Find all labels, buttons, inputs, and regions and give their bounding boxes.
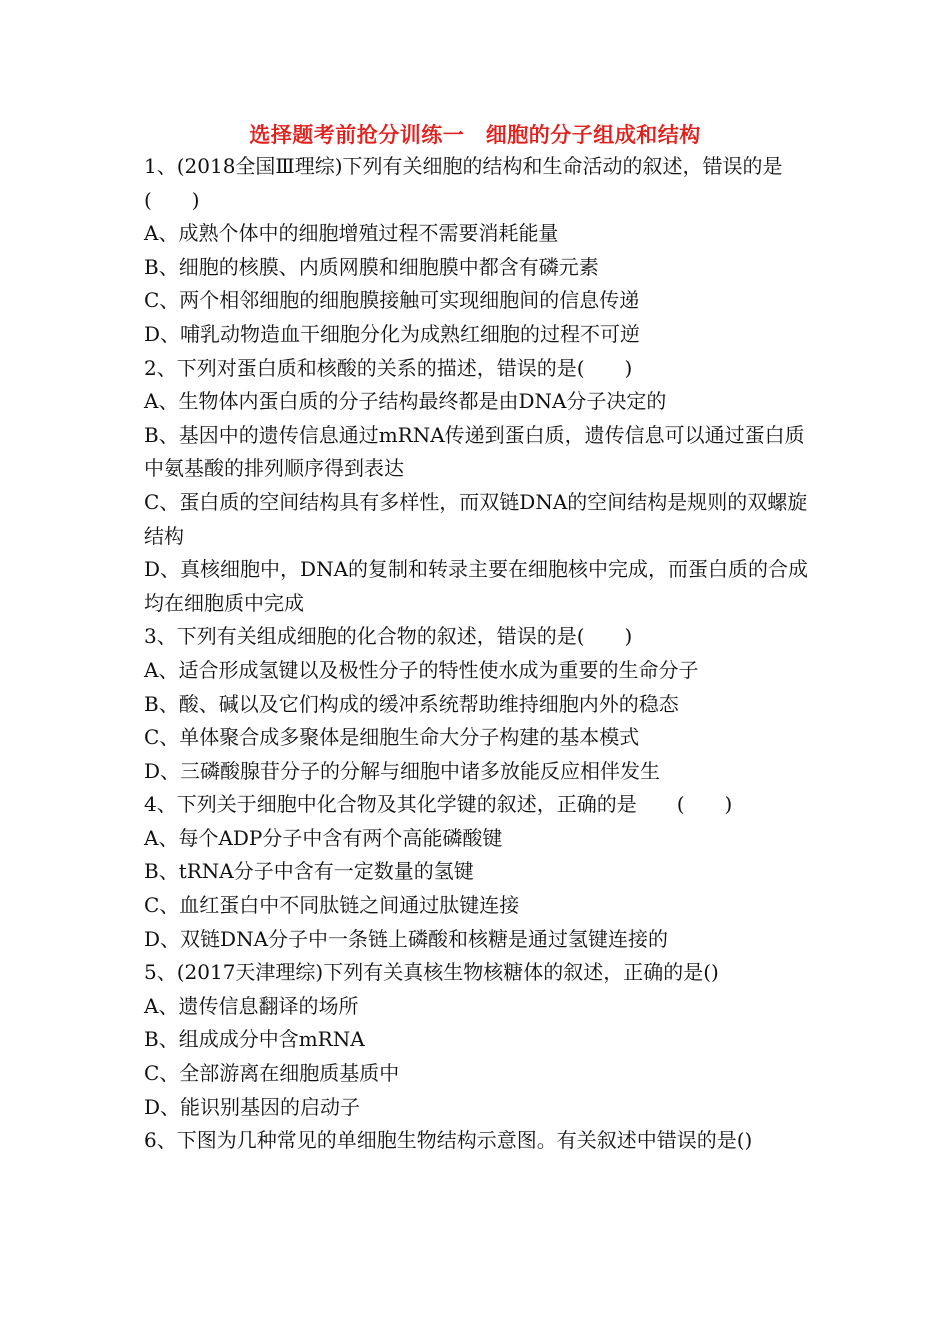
question-3 [144,620,814,788]
option-c: C、全部游离在细胞质基质中 [144,1061,400,1086]
option-c: C、单体聚合成多聚体是细胞生命大分子构建的基本模式 [144,725,640,750]
option-d: D、能识别基因的启动子 [144,1094,361,1119]
option-a: A、适合形成氢键以及极性分子的特性使水成为重要的生命分子 [144,657,699,682]
option-c: C、血红蛋白中不同肽链之间通过肽键连接 [144,893,520,918]
question-stem: 5、(2017天津理综)下列有关真核生物核糖体的叙述，正确的是() [144,960,719,985]
option-a: A、遗传信息翻译的场所 [144,993,359,1018]
option-c: C、两个相邻细胞的细胞膜接触可实现细胞间的信息传递 [144,288,640,313]
question-stem: 4、下列关于细胞中化合物及其化学键的叙述，正确的是 ( ) [144,792,733,817]
question-stem: 1、(2018全国Ⅲ理综)下列有关细胞的结构和生命活动的叙述，错误的是( ) [144,154,783,212]
question-2 [144,352,814,621]
option-c: C、蛋白质的空间结构具有多样性，而双链DNA的空间结构是规则的双螺旋结构 [144,489,808,548]
question-1 [144,150,814,352]
option-b: B、组成成分中含mRNA [144,1027,365,1052]
option-d: D、三磷酸腺苷分子的分解与细胞中诸多放能反应相伴发生 [144,758,661,783]
option-b: B、酸、碱以及它们构成的缓冲系统帮助维持细胞内外的稳态 [144,691,679,716]
question-4 [144,788,814,956]
option-d: D、双链DNA分子中一条链上磷酸和核糖是通过氢键连接的 [144,926,669,951]
question-stem: 3、下列有关组成细胞的化合物的叙述，错误的是( ) [144,624,633,649]
option-b: B、基因中的遗传信息通过mRNA传递到蛋白质，遗传信息可以通过蛋白质中氨基酸的排列顺序得到表达 [144,422,805,481]
question-list [144,150,814,1158]
option-a: A、每个ADP分子中含有两个高能磷酸键 [144,825,503,850]
question-5 [144,956,814,1124]
option-d: D、真核细胞中，DNA的复制和转录主要在细胞核中完成，而蛋白质的合成均在细胞质中完成 [144,557,809,615]
page-title: 选择题考前抢分训练一 细胞的分子组成和结构 [249,122,701,147]
question-stem: 6、下图为几种常见的单细胞生物结构示意图。有关叙述中错误的是() [144,1128,753,1153]
option-b: B、tRNA分子中含有一定数量的氢键 [144,859,474,884]
question-stem: 2、下列对蛋白质和核酸的关系的描述，错误的是( ) [144,355,633,380]
option-a: A、成熟个体中的细胞增殖过程不需要消耗能量 [144,221,559,246]
option-b: B、细胞的核膜、内质网膜和细胞膜中都含有磷元素 [144,254,599,279]
option-a: A、生物体内蛋白质的分子结构最终都是由DNA分子决定的 [144,389,667,414]
option-d: D、哺乳动物造血干细胞分化为成熟红细胞的过程不可逆 [144,321,641,346]
question-6 [144,1124,814,1158]
